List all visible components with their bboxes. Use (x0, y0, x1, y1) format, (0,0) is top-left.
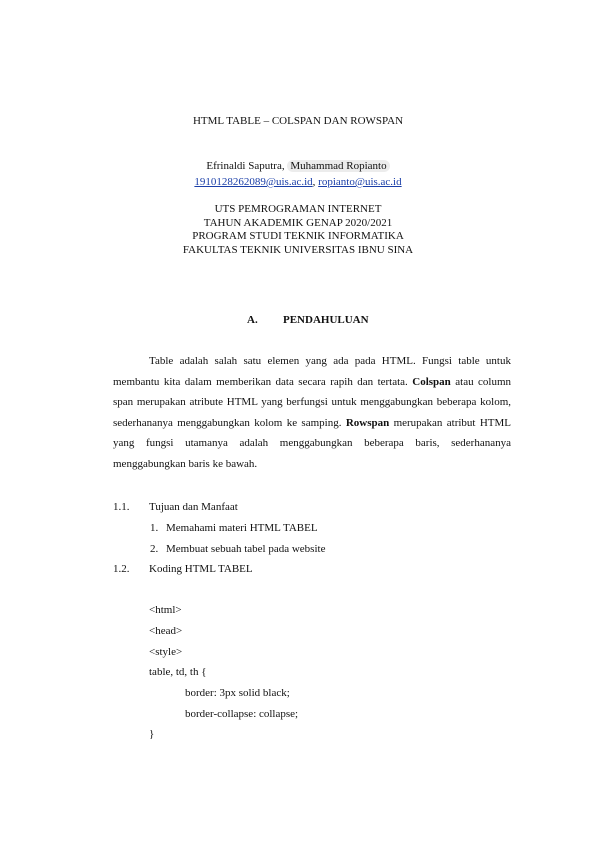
code-line: border-collapse: collapse; (185, 708, 299, 720)
subsection-title: Tujuan dan Manfaat (149, 501, 238, 513)
code-line: <style> (149, 646, 183, 658)
intro-paragraph (113, 351, 511, 474)
institution-line: PROGRAM STUDI TEKNIK INFORMATIKA (192, 230, 404, 242)
email-link-1[interactable]: 1910128262089@uis.ac.id (194, 176, 313, 188)
list-item-number: 1. (150, 522, 159, 534)
institution-line: UTS PEMROGRAMAN INTERNET (214, 203, 382, 215)
list-item-number: 2. (150, 543, 159, 555)
colspan-term: Colspan (412, 375, 451, 388)
paragraph-text: Table adalah salah satu elemen yang ada pada HTML. Fungsi table untuk membantu kita dalam memberikan data secara rapih dan tertata. (113, 355, 511, 388)
subsection-number: 1.2. (113, 563, 130, 575)
email-separator: , (312, 176, 316, 188)
paragraph-text: atau column span merupakan atribute HTML yang berfungsi untuk menggabungkan beberapa kolom, sederhananya menggabungkan kolom ke samping. (113, 375, 512, 429)
subsection-title: Koding HTML TABEL (149, 563, 253, 575)
code-line: table, td, th { (149, 666, 207, 678)
list-item-text: Membuat sebuah tabel pada website (166, 543, 326, 555)
code-line: } (149, 728, 155, 740)
author-2: Muhammad Ropianto (287, 160, 389, 172)
section-title: PENDAHULUAN (283, 314, 369, 326)
section-number: A. (247, 314, 258, 326)
institution-line: TAHUN AKADEMIK GENAP 2020/2021 (203, 216, 393, 229)
institution-block (0, 203, 596, 257)
email-link-2[interactable]: ropianto@uis.ac.id (318, 176, 402, 188)
institution-line: FAKULTAS TEKNIK UNIVERSITAS IBNU SINA (182, 243, 414, 256)
code-line: border: 3px solid black; (185, 687, 290, 699)
rowspan-term: Rowspan (345, 416, 390, 429)
code-line: <html> (149, 604, 182, 616)
document-title: HTML TABLE – COLSPAN DAN ROWSPAN (192, 115, 404, 127)
list-item-text: Memahami materi HTML TABEL (166, 522, 318, 534)
subsection-number: 1.1. (113, 501, 130, 513)
paragraph-text: merupakan atribut HTML yang fungsi utamanya adalah menggabungkan beberapa baris, sederhananya menggabungkan baris ke bawah. (113, 416, 511, 470)
code-line: <head> (149, 625, 183, 637)
email-line (0, 175, 596, 189)
author-1: Efrinaldi Saputra, (206, 160, 285, 172)
author-line (0, 159, 596, 173)
